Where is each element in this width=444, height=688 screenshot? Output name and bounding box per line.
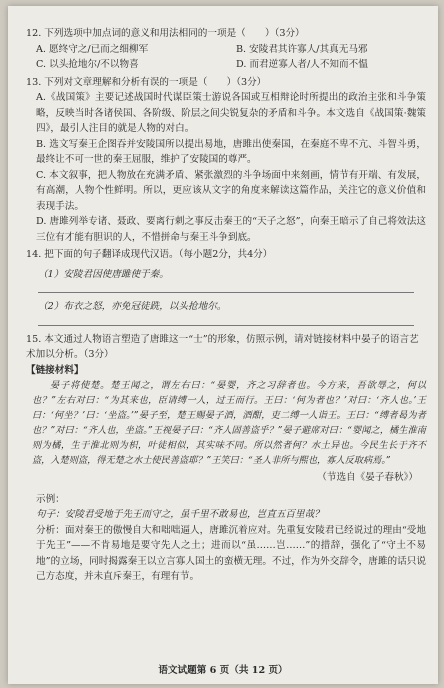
question-14-item-2: （2）布衣之怒，亦免冠徒跣，以头抢地尔。 — [38, 301, 227, 312]
question-15-stem: 15. 本文通过人物语言塑造了唐雎这一“士”的形象，仿照示例，请对链接材料中晏子的语言艺术加以分析。（3分） — [26, 333, 419, 360]
option-13-c: C. 本文叙事，把人物放在充满矛盾、紧张激烈的斗争场面中来刻画，情节有开端、有发展，有高潮，人物个性鲜明。所以，更应该从文字的角度来解读这篇作品，关注它的意义价值和表现手法。 — [36, 169, 426, 212]
option-12-c: C. 以头抢地尔/不以物喜 — [36, 59, 139, 70]
example-label: 示例： — [36, 493, 65, 505]
example-analysis: 分析：面对秦王的傲慢自大和咄咄逼人，唐雎沉着应对。先重复安陵君已经说过的理由“受地于先王”——不肯易地是要守先人之土；进而以“虽……岂……”的措辞，强化了“守土不易地”的立场，同时揭露秦王以立言寡人国土的蛮横无理。不过，作为外交辞令，唐雎的话只说己方态度，并未直斥秦王，有理有节。 — [36, 524, 426, 582]
link-material-title: 【链接材料】 — [26, 364, 84, 376]
question-12-stem: 12. 下列选项中加点词的意义和用法相同的一项是（ ）（3分） — [26, 28, 305, 39]
page-content — [26, 24, 426, 585]
page-footer: 语文试题第 6 页（共 12 页） — [158, 665, 288, 676]
answer-line-2 — [38, 325, 414, 326]
question-14-stem: 14. 把下面的句子翻译成现代汉语。（每小题2分，共4分） — [26, 249, 273, 260]
material-source: （节选自《晏子春秋》） — [317, 472, 418, 483]
example-sentence: 句子：安陵君受地于先王而守之，虽千里不敢易也，岂直五百里哉？ — [36, 509, 324, 520]
option-12-a: A. 愿终守之/已而之细柳军 — [36, 43, 149, 55]
option-12-d: D. 而君逆寡人者/人不知而不愠 — [236, 59, 368, 70]
exam-paper — [8, 6, 438, 684]
option-13-d: D. 唐雎列举专诸、聂政、要离行刺之事反击秦王的“天子之怒”，向秦王暗示了自己将效法这三位有才能有胆识的人，不惜拼命与秦王斗争到底。 — [36, 216, 426, 243]
link-material-text: 晏子将使楚。楚王闻之，谓左右曰：“晏婴，齐之习辞者也。今方来，吾欲辱之，何以也？”左右对曰：“为其来也，臣请缚一人，过王而行。王曰：‘何为者也？’对曰：‘齐人也。’王曰：‘何坐？’曰：‘坐盗。’”晏子至，楚王赐晏子酒，酒酣，吏二缚一人诣王。王曰：“缚者曷为者也？”对曰：“齐人也，坐盗。”王视晏子曰：“齐人固善盗乎？”晏子避席对曰：“婴闻之，橘生淮南则为橘，生于淮北则为枳，叶徒相似，其实味不同。所以然者何？水土异也。今民生长于齐不盗，入楚则盗，得无楚之水土使民善盗耶？”王笑曰：“圣人非所与熙也，寡人反取病焉。” — [32, 380, 426, 466]
question-13-stem: 13. 下列对文章理解和分析有误的一项是（ ）（3分） — [26, 76, 267, 88]
answer-line-1 — [38, 292, 414, 293]
option-13-a: A.《战国策》主要记述战国时代谋臣策士游说各国或互相辩论时所提出的政治主张和斗争策略，反映当时各诸侯国、各阶级、阶层之间尖锐复杂的矛盾和斗争。本文选自《战国策·魏策四》，最引人注目的就是人物的对白。 — [36, 92, 426, 134]
question-12-options — [26, 42, 426, 73]
option-13-b: B. 选文写秦王企图吞并安陵国所以提出易地，唐雎出使秦国，在秦庭不卑不亢、斗智斗勇，最终让不可一世的秦王屈服，维护了安陵国的尊严。 — [36, 138, 426, 165]
question-14-item-1: （1）安陵君因使唐雎使于秦。 — [38, 268, 169, 280]
option-12-b: B. 安陵君其许寡人/其真无马邪 — [236, 43, 368, 55]
